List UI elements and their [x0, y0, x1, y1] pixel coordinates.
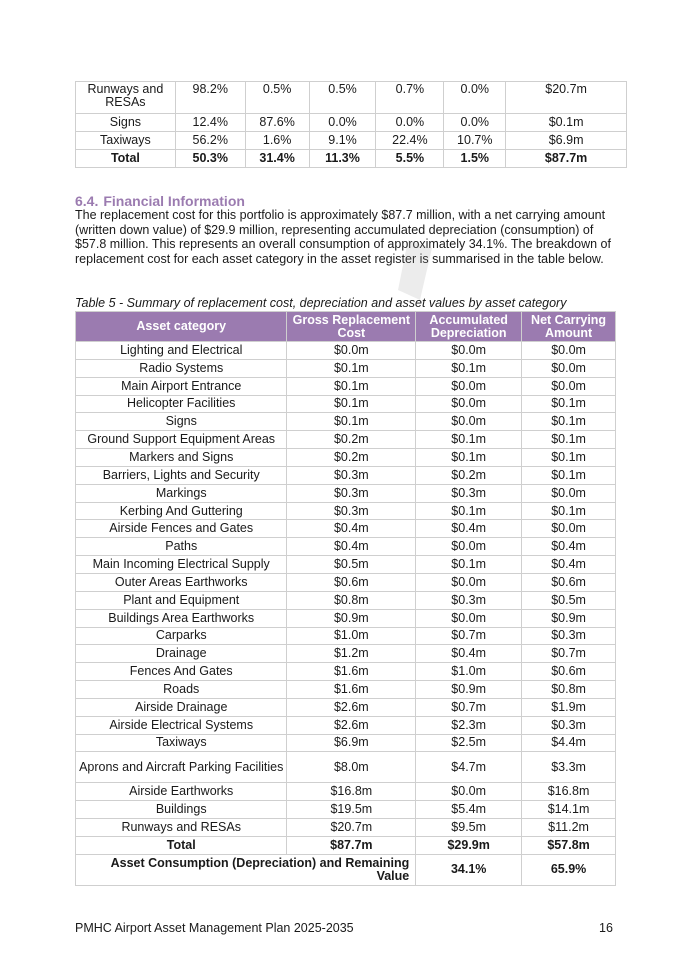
table-cell: $0.0m [522, 484, 616, 502]
table-row [76, 819, 616, 837]
table-cell: $14.1m [522, 801, 616, 819]
table-cell: Airside Earthworks [76, 783, 287, 801]
table-cell: Markings [76, 484, 287, 502]
column-header: Accumulated Depreciation [416, 312, 522, 342]
table-cell: Main Airport Entrance [76, 377, 287, 395]
column-header: Asset category [76, 312, 287, 342]
consumption-row [76, 854, 616, 885]
table-cell: $5.4m [416, 801, 522, 819]
column-header: Gross Replacement Cost [287, 312, 416, 342]
table-cell: $0.1m [287, 377, 416, 395]
table-row [76, 663, 616, 681]
table-cell: $0.3m [522, 716, 616, 734]
table-cell: $57.8m [522, 836, 616, 854]
table-cell: $0.1m [416, 502, 522, 520]
table-cell: 1.6% [245, 132, 309, 150]
table-cell: $0.4m [522, 538, 616, 556]
table-cell: Runways and RESAs [76, 82, 176, 114]
table-row [76, 413, 616, 431]
table-cell: Radio Systems [76, 359, 287, 377]
table-cell: $0.1m [287, 395, 416, 413]
table-cell: $0.2m [287, 449, 416, 467]
table-cell: $0.3m [416, 484, 522, 502]
table-cell: $0.3m [287, 502, 416, 520]
table-cell: Lighting and Electrical [76, 342, 287, 360]
table-row [76, 556, 616, 574]
table-cell: $0.1m [287, 413, 416, 431]
table-cell: Airside Electrical Systems [76, 716, 287, 734]
table-row [76, 573, 616, 591]
table-cell: Carparks [76, 627, 287, 645]
table-cell: $2.3m [416, 716, 522, 734]
table-cell: $0.0m [416, 342, 522, 360]
table-row [76, 698, 616, 716]
total-row [76, 150, 627, 168]
table-cell: $0.7m [522, 645, 616, 663]
asset-condition-table-continued [75, 81, 627, 168]
table-cell: Aprons and Aircraft Parking Facilities [76, 752, 287, 783]
table-cell: $0.3m [287, 466, 416, 484]
table-cell: 9.1% [309, 132, 376, 150]
table-cell: $0.0m [416, 573, 522, 591]
table-cell: $0.2m [287, 431, 416, 449]
table-cell: Taxiways [76, 132, 176, 150]
table-cell: $1.0m [416, 663, 522, 681]
table-cell: $0.8m [522, 681, 616, 699]
table-cell: $0.0m [416, 395, 522, 413]
table-cell: $0.1m [416, 556, 522, 574]
table-cell: 0.7% [376, 82, 444, 114]
table-cell: 0.0% [444, 82, 506, 114]
table-cell: $0.4m [522, 556, 616, 574]
table-cell: 10.7% [444, 132, 506, 150]
table-cell: $1.6m [287, 681, 416, 699]
table-row [76, 752, 616, 783]
table-cell: 98.2% [175, 82, 245, 114]
table-cell: $2.5m [416, 734, 522, 752]
table-row [76, 520, 616, 538]
table-cell: $87.7m [287, 836, 416, 854]
table-cell: $0.0m [522, 359, 616, 377]
table-cell: Roads [76, 681, 287, 699]
table-row [76, 359, 616, 377]
table-cell: $0.1m [416, 359, 522, 377]
table-cell: Signs [76, 413, 287, 431]
table-cell: $0.1m [416, 431, 522, 449]
table-cell: $0.1m [522, 431, 616, 449]
table-cell: Airside Drainage [76, 698, 287, 716]
table-cell: 0.5% [309, 82, 376, 114]
table-cell: $0.6m [287, 573, 416, 591]
table-cell: $16.8m [287, 783, 416, 801]
page-number: 16 [599, 921, 613, 935]
table-cell: $0.0m [416, 413, 522, 431]
table-row [76, 449, 616, 467]
table-cell: $2.6m [287, 698, 416, 716]
column-header: Net Carrying Amount [522, 312, 616, 342]
table-row [76, 395, 616, 413]
table-cell: $0.0m [416, 783, 522, 801]
table-cell: 12.4% [175, 114, 245, 132]
table-row [76, 502, 616, 520]
table-cell: $0.2m [416, 466, 522, 484]
table-cell: $1.0m [287, 627, 416, 645]
table-cell: 0.0% [376, 114, 444, 132]
table-row [76, 114, 627, 132]
total-row [76, 836, 616, 854]
table-row [76, 466, 616, 484]
table-row [76, 645, 616, 663]
table-cell: $0.7m [416, 698, 522, 716]
table-cell: $6.9m [287, 734, 416, 752]
table-cell: $0.7m [416, 627, 522, 645]
table-cell: 56.2% [175, 132, 245, 150]
table-header-row [76, 312, 616, 342]
table-cell: Fences And Gates [76, 663, 287, 681]
table-cell: $0.6m [522, 573, 616, 591]
table-cell: $4.7m [416, 752, 522, 783]
table-cell: $0.1m [522, 466, 616, 484]
table-cell: $20.7m [287, 819, 416, 837]
table-cell: Markers and Signs [76, 449, 287, 467]
replacement-cost-table [75, 311, 616, 886]
table-cell: $4.4m [522, 734, 616, 752]
table-cell: Asset Consumption (Depreciation) and Remaining Value [76, 854, 416, 885]
table-cell: $0.1m [522, 502, 616, 520]
table-row [76, 591, 616, 609]
table-cell: Kerbing And Guttering [76, 502, 287, 520]
section-number: 6.4. [75, 193, 99, 209]
table-cell: $0.0m [416, 377, 522, 395]
table-cell: Runways and RESAs [76, 819, 287, 837]
table-row [76, 783, 616, 801]
table-cell: Total [76, 150, 176, 168]
table-row [76, 484, 616, 502]
footer-document-title: PMHC Airport Asset Management Plan 2025-2035 [75, 921, 354, 935]
table-cell: Buildings Area Earthworks [76, 609, 287, 627]
table-row [76, 538, 616, 556]
table-cell: $0.3m [522, 627, 616, 645]
table-cell: $0.0m [522, 377, 616, 395]
table-cell: Helicopter Facilities [76, 395, 287, 413]
table-row [76, 627, 616, 645]
table-row [76, 609, 616, 627]
table-cell: $0.5m [522, 591, 616, 609]
table-cell: $6.9m [506, 132, 627, 150]
table-caption: Table 5 - Summary of replacement cost, depreciation and asset values by asset category [75, 296, 567, 310]
table-row [76, 801, 616, 819]
table-cell: $0.0m [522, 342, 616, 360]
table-cell: $0.5m [287, 556, 416, 574]
table-cell: Main Incoming Electrical Supply [76, 556, 287, 574]
section-title: Financial Information [103, 193, 245, 209]
table-cell: $1.2m [287, 645, 416, 663]
table-row [76, 82, 627, 114]
table-cell: Ground Support Equipment Areas [76, 431, 287, 449]
table-cell: $0.4m [287, 520, 416, 538]
table-cell: $0.9m [416, 681, 522, 699]
table-cell: 31.4% [245, 150, 309, 168]
table-cell: Signs [76, 114, 176, 132]
table-row [76, 716, 616, 734]
table-cell: 0.5% [245, 82, 309, 114]
section-heading [75, 193, 245, 209]
table-cell: $9.5m [416, 819, 522, 837]
table-cell: $0.4m [416, 645, 522, 663]
table-cell: $0.0m [287, 342, 416, 360]
table-cell: $1.6m [287, 663, 416, 681]
table-cell: Taxiways [76, 734, 287, 752]
table-cell: 11.3% [309, 150, 376, 168]
table-cell: $3.3m [522, 752, 616, 783]
table-cell: Plant and Equipment [76, 591, 287, 609]
table-cell: $0.3m [287, 484, 416, 502]
table-cell: 22.4% [376, 132, 444, 150]
table-cell: 5.5% [376, 150, 444, 168]
table-cell: $0.1m [506, 114, 627, 132]
table-cell: Barriers, Lights and Security [76, 466, 287, 484]
table-cell: 34.1% [416, 854, 522, 885]
table-row [76, 377, 616, 395]
body-paragraph: The replacement cost for this portfolio is approximately $87.7 million, with a net carrying amount (written down value) of $29.9 million, representing accumulated depreciation (consumption) of $57.8 million. This represents an overall consumption of approximately 34.1%. The breakdown of replacement cost for each asset category in the asset register is summarised in the table below. [75, 208, 611, 266]
table-cell: Airside Fences and Gates [76, 520, 287, 538]
table-cell: $0.4m [287, 538, 416, 556]
table-cell: $0.8m [287, 591, 416, 609]
table-row [76, 132, 627, 150]
table-cell: 87.6% [245, 114, 309, 132]
table-cell: Outer Areas Earthworks [76, 573, 287, 591]
table-cell: $0.3m [416, 591, 522, 609]
table-cell: 65.9% [522, 854, 616, 885]
table-cell: $0.0m [522, 520, 616, 538]
table-cell: Total [76, 836, 287, 854]
table-cell: $0.9m [522, 609, 616, 627]
table-cell: $0.9m [287, 609, 416, 627]
table-cell: $0.1m [416, 449, 522, 467]
watermark-mark [398, 240, 432, 300]
table-cell: $0.6m [522, 663, 616, 681]
table-cell: 1.5% [444, 150, 506, 168]
table-row [76, 734, 616, 752]
table-cell: $29.9m [416, 836, 522, 854]
table-cell: $0.4m [416, 520, 522, 538]
table-row [76, 431, 616, 449]
table-cell: $8.0m [287, 752, 416, 783]
table-cell: $0.1m [287, 359, 416, 377]
table-cell: $20.7m [506, 82, 627, 114]
table-cell: Drainage [76, 645, 287, 663]
table-cell: $19.5m [287, 801, 416, 819]
table-cell: $11.2m [522, 819, 616, 837]
table-cell: 0.0% [444, 114, 506, 132]
table-cell: $1.9m [522, 698, 616, 716]
table-cell: 0.0% [309, 114, 376, 132]
table-cell: $0.0m [416, 538, 522, 556]
table-row [76, 681, 616, 699]
table-cell: $87.7m [506, 150, 627, 168]
table-cell: $0.0m [416, 609, 522, 627]
table-cell: $0.1m [522, 449, 616, 467]
table-cell: $0.1m [522, 413, 616, 431]
table-row [76, 342, 616, 360]
table-cell: 50.3% [175, 150, 245, 168]
table-cell: Buildings [76, 801, 287, 819]
table-cell: $16.8m [522, 783, 616, 801]
table-cell: $0.1m [522, 395, 616, 413]
table-cell: $2.6m [287, 716, 416, 734]
table-cell: Paths [76, 538, 287, 556]
